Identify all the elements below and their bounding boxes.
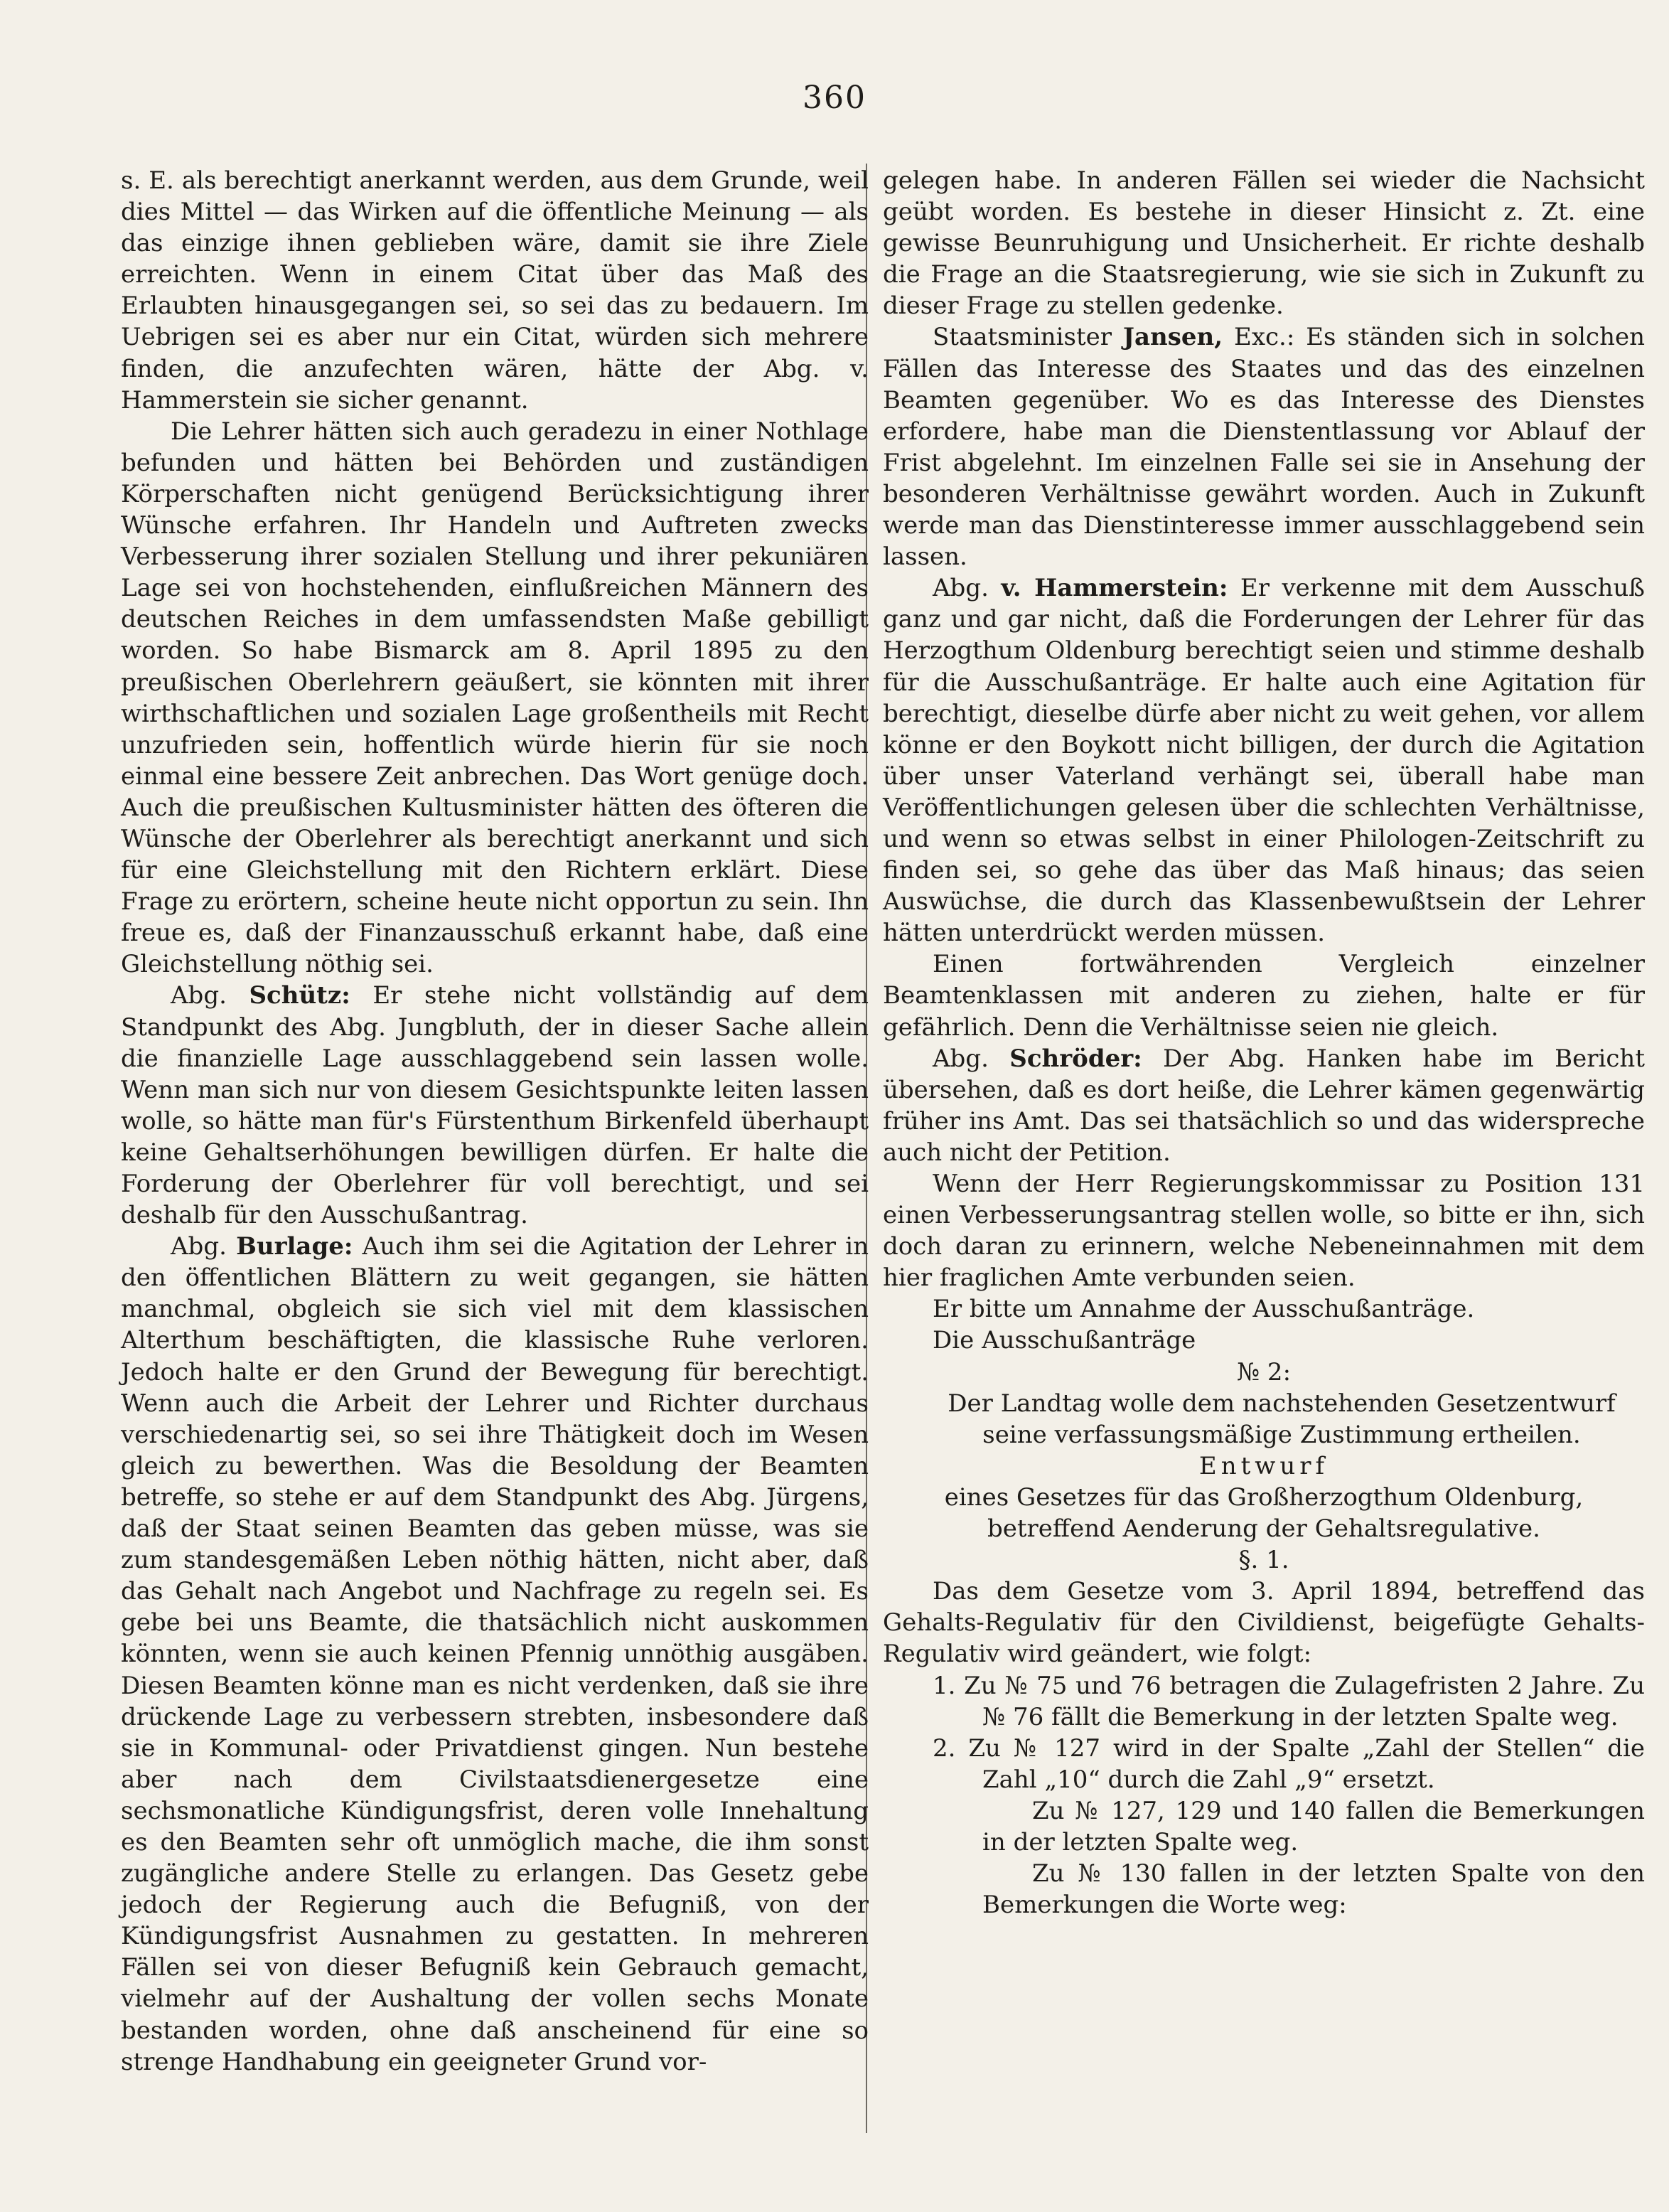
section-intro-label: Die Ausschußanträge xyxy=(933,1326,1196,1355)
speech-text: Er stehe nicht vollständig auf dem Standpunkt des Abg. Jungbluth, der in dieser Sache allein die finanzielle Lage ausschlaggebend sein lassen wolle. Wenn man sich nur von diesem Gesichtspunkte leiten lassen wolle, so hätte man für's Fürstenthum Birkenfeld überhaupt keine Gehaltserhöhungen bewilligen dürfen. Er halte die Forderung der Oberlehrer für voll berechtigt, und sei deshalb für den Ausschußantrag. xyxy=(121,981,869,1230)
list-item-number: 2. xyxy=(933,1733,956,1763)
speaker-prefix: Abg. xyxy=(933,574,989,603)
speaker-name: v. Hammerstein: xyxy=(1001,574,1228,603)
speaker-name: Burlage: xyxy=(236,1232,353,1261)
speech-paragraph xyxy=(121,1231,869,2078)
paragraph: Die Lehrer hätten sich auch geradezu in einer Nothlage befunden und hätten bei Behörden und zuständigen Körperschaften nicht genügend Berücksichtigung ihrer Wünsche erfahren. Ihr Handeln und Auftreten zwecks Verbesserung ihrer sozialen Stellung und ihrer pekuniären Lage sei von hochstehenden, einflußreichen Männern des deutschen Reiches in dem umfassendsten Maße gebilligt worden. So habe Bismarck am 8. April 1895 zu den preußischen Oberlehrern geäußert, sie könnten mit ihrer wirthschaftlichen und sozialen Lage großentheils mit Recht unzufrieden sein, hoffentlich würde hierin für sie noch einmal eine bessere Zeit anbrechen. Das Wort genüge doch. Auch die preußischen Kultusminister hätten des öfteren die Wünsche der Oberlehrer als berechtigt anerkannt und sich für eine Gleichstellung mit den Richtern erklärt. Diese Frage zu erörtern, scheine heute nicht opportun zu sein. Ihn freue es, daß der Finanzausschuß erkannt habe, daß eine Gleichstellung nöthig sei. xyxy=(121,417,869,979)
speech-paragraph xyxy=(883,572,1645,949)
speech-text: Der Abg. Hanken habe im Bericht übersehen, daß es dort heiße, die Lehrer kämen gegenwärtig früher ins Amt. Das sei thatsächlich so und das widerspreche auch nicht der Petition. xyxy=(883,1044,1645,1167)
speech-paragraph xyxy=(883,321,1645,572)
speech-paragraph xyxy=(121,980,869,1231)
speaker-prefix: Abg. xyxy=(933,1044,989,1073)
paragraph: Das dem Gesetze vom 3. April 1894, betreffend das Gehalts-Regulativ für den Civildienst, beigefügte Gehalts-Regulativ wird geändert, wie folgt: xyxy=(883,1577,1645,1669)
list-item-continuation: Zu № 127, 129 und 140 fallen die Bemerkungen in der letzten Spalte weg. xyxy=(982,1796,1645,1856)
draft-title: Entwurf xyxy=(1198,1451,1329,1480)
list-item xyxy=(883,1670,1645,1733)
resolution-text: Der Landtag wolle dem nachstehenden Gesetzentwurf seine verfassungsmäßige Zustimmung ertheilen. xyxy=(948,1389,1616,1449)
list-item-text: Zu № 127 wird in der Spalte „Zahl der Stellen“ die Zahl „10“ durch die Zahl „9“ ersetzt. xyxy=(968,1733,1646,1794)
list-item-number: 1. xyxy=(933,1671,956,1700)
speaker-title: Exc.: xyxy=(1234,323,1295,352)
paragraph: Einen fortwährenden Vergleich einzelner Beamtenklassen mit anderen zu ziehen, halte er für gefährlich. Denn die Verhältnisse seien nie gleich. xyxy=(883,950,1645,1042)
page-number: 360 xyxy=(803,80,866,116)
speaker-prefix: Abg. xyxy=(171,981,227,1010)
list-item xyxy=(883,1733,1645,1795)
speech-text: Es ständen sich in solchen Fällen das Interesse des Staates und das des einzelnen Beamten gegenüber. Wo es das Interesse des Dienstes erfordere, habe man die Dienstentlassung vor Ablauf der Frist abgelehnt. Im einzelnen Falle sei sie in Ansehung der besonderen Verhältnisse gewährt worden. Auch in Zukunft werde man das Dienstinteresse immer ausschlaggebend sein lassen. xyxy=(883,323,1646,572)
list-item-continuation: Zu № 130 fallen in der letzten Spalte von den Bemerkungen die Worte weg: xyxy=(982,1859,1645,1920)
speaker-prefix: Abg. xyxy=(171,1232,227,1261)
paragraph: s. E. als berechtigt anerkannt werden, aus dem Grunde, weil dies Mittel — das Wirken auf die öffentliche Meinung — als das einzige ihnen geblieben wäre, damit sie ihre Ziele erreichten. Wenn in einem Citat über das Maß des Erlaubten hinausgegangen sei, so sei das zu bedauern. Im Uebrigen sei es aber nur ein Citat, würden sich mehrere finden, die anzufechten wären, hätte der Abg. v. Hammerstein sie sicher genannt. xyxy=(121,166,869,415)
left-column xyxy=(121,165,869,2078)
list-item-text: Zu № 75 und 76 betragen die Zulagefristen 2 Jahre. Zu № 76 fällt die Bemerkung in der letzten Spalte weg. xyxy=(964,1671,1645,1731)
speech-paragraph xyxy=(883,1043,1645,1168)
speaker-name: Schröder: xyxy=(1009,1044,1142,1073)
proposal-number: № 2: xyxy=(1236,1357,1292,1386)
speaker-prefix: Staatsminister xyxy=(933,323,1112,352)
paragraph: gelegen habe. In anderen Fällen sei wieder die Nachsicht geübt worden. Es bestehe in dieser Hinsicht z. Zt. eine gewisse Beunruhigung und Unsicherheit. Er richte deshalb die Frage an die Staatsregierung, wie sie sich in Zukunft zu dieser Frage zu stellen gedenke. xyxy=(883,166,1645,321)
speaker-name: Jansen, xyxy=(1122,323,1223,352)
section-heading: §. 1. xyxy=(1238,1546,1289,1575)
right-column xyxy=(883,165,1645,1920)
speaker-name: Schütz: xyxy=(249,981,350,1010)
paragraph: Er bitte um Annahme der Ausschußanträge. xyxy=(933,1295,1475,1324)
paragraph: Wenn der Herr Regierungskommissar zu Position 131 einen Verbesserungsantrag stellen wolle, so bitte er ihn, sich doch daran zu erinnern, welche Nebeneinnahmen mit dem hier fraglichen Amte verbunden seien. xyxy=(883,1170,1645,1293)
draft-subtitle: eines Gesetzes für das Großherzogthum Oldenburg, betreffend Aenderung der Gehaltsregulative. xyxy=(944,1482,1584,1544)
speech-text: Auch ihm sei die Agitation der Lehrer in den öffentlichen Blättern zu weit gegangen, sie hätten manchmal, obgleich sie sich viel mit dem klassischen Alterthum beschäftigten, die klassische Ruhe verloren. Jedoch halte er den Grund der Bewegung für berechtigt. Wenn auch die Arbeit der Lehrer und Richter durchaus verschiedenartig sei, so sei ihre Thätigkeit doch im Wesen gleich zu bewerthen. Was die Besoldung der Beamten betreffe, so stehe er auf dem Standpunkt des Abg. Jürgens, daß der Staat seinen Beamten das geben müsse, was sie zum standesgemäßen Leben nöthig hätten, nicht aber, daß das Gehalt nach Angebot und Nachfrage zu regeln sei. Es gebe bei uns Beamte, die thatsächlich nicht auskommen könnten, wenn sie auch keinen Pfennig unnöthig ausgäben. Diesen Beamten könne man es nicht verdenken, daß sie ihre drückende Lage zu verbessern strebten, insbesondere daß sie in Kommunal- oder Privatdienst gingen. Nun bestehe aber nach dem Civilstaatsdienergesetze eine sechsmonatliche Kündigungsfrist, deren volle Innehaltung es den Beamten sehr oft unmöglich mache, die ihm sonst zugängliche andere Stelle zu erlangen. Das Gesetz gebe jedoch der Regierung auch die Befugniß, von der Kündigungsfrist Ausnahmen zu gestatten. In mehreren Fällen sei von dieser Befugniß kein Gebrauch gemacht, vielmehr auf der Aushaltung der vollen sechs Monate bestanden worden, ohne daß anscheinend für eine so strenge Handhabung ein geeigneter Grund vor- xyxy=(121,1232,869,2076)
speech-text: Er verkenne mit dem Ausschuß ganz und gar nicht, daß die Forderungen der Lehrer für das Herzogthum Oldenburg berechtigt seien und stimme deshalb für die Ausschußanträge. Er halte auch eine Agitation für berechtigt, dieselbe dürfe aber nicht zu weit gehen, vor allem könne er den Boykott nicht billigen, der durch die Agitation über unser Vaterland verhängt sei, überall habe man Veröffentlichungen gelesen über die schlechten Verhältnisse, und wenn so etwas selbst in einer Philologen-Zeitschrift zu finden sei, so gehe das über das Maß hinaus; das seien Auswüchse, die durch das Klassenbewußtsein der Lehrer hätten unterdrückt werden müssen. xyxy=(883,574,1645,948)
